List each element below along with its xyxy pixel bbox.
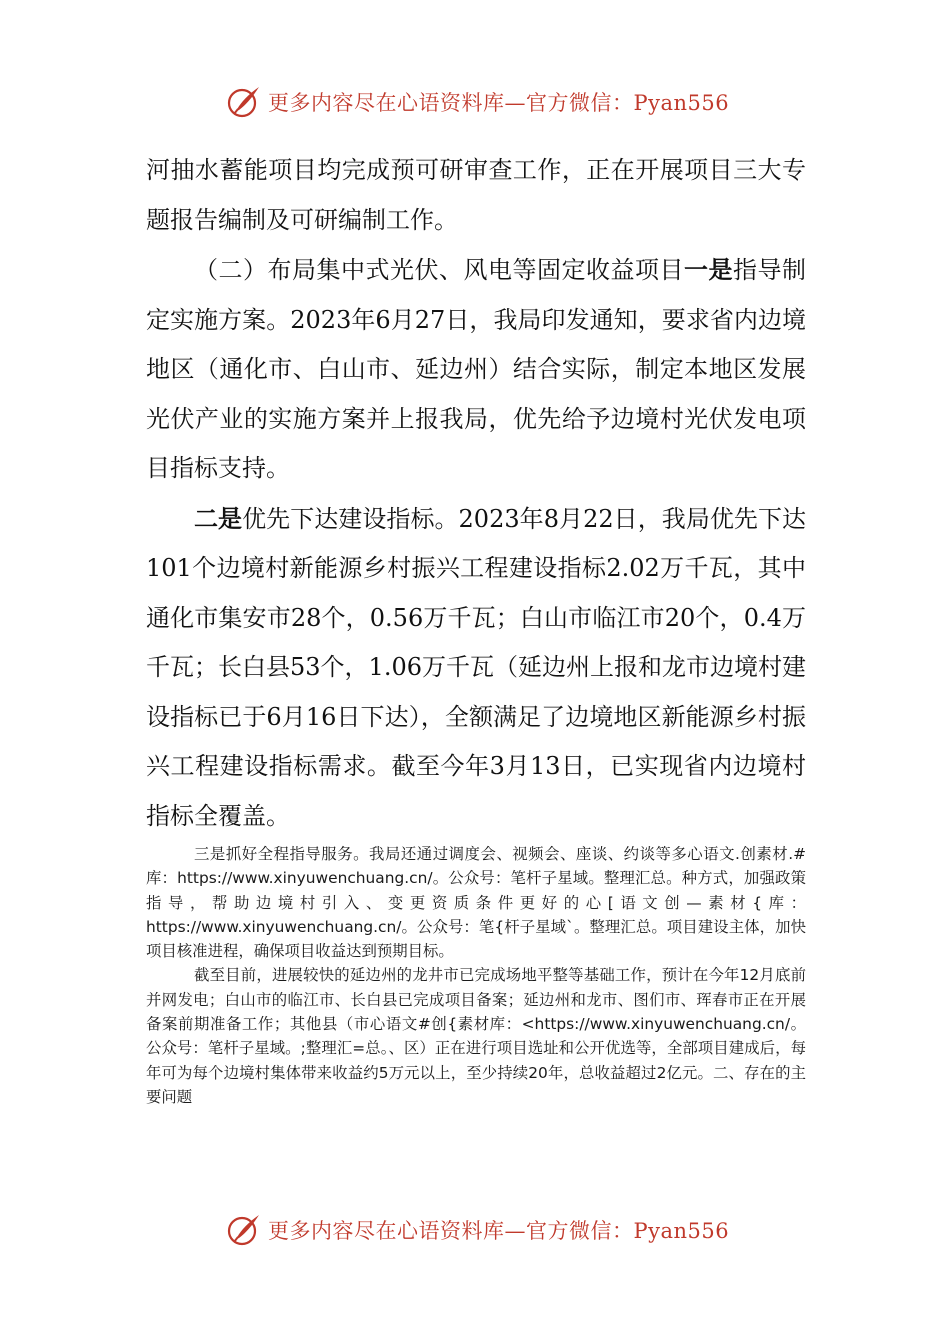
small-body	[146, 842, 806, 1109]
paragraph-continuation: 河抽水蓄能项目均完成预可研审查工作，正在开展项目三大专题报告编制及可研编制工作。	[146, 156, 806, 234]
main-body	[146, 146, 806, 841]
paragraph-section-two	[146, 245, 806, 494]
paragraph-second-point	[146, 494, 806, 842]
section-heading: （二）布局集中式光伏、风电等固定收益项目	[194, 256, 684, 284]
bold-marker-second: 二是	[194, 503, 243, 533]
paragraph-text: 优先下达建设指标。2023年8月22日，我局优先下达101个边境村新能源乡村振兴工程建设指标2.02万千瓦，其中通化市集安市28个，0.56万千瓦；白山市临江市20个，0.4万千瓦；长白县53个，1.06万千瓦（延边州上报和龙市边境村建设指标已于6月16日下达），全额满足了边境地区新能源乡村振兴工程建设指标需求。截至今年3月13日，已实现省内边境村指标全覆盖。	[146, 504, 807, 830]
small-paragraph-progress: 截至目前，进展较快的延边州的龙井市已完成场地平整等基础工作，预计在今年12月底前并网发电；白山市的临江市、长白县已完成项目备案；延边州和龙市、图们市、珲春市正在开展备案前期准备工作；其他县（市心语文#创{素材库：<https://www.xinyuwenchuang.cn/。公众号：笔杆子星域。;整理汇=总。、区）正在进行项目选址和公开优选等，全部项目建成后，每年可为每个边境村集体带来收益约5万元以上，至少持续20年，总收益超过2亿元。二、存在的主要问题	[146, 966, 806, 1106]
footer-banner	[226, 1210, 746, 1250]
bold-marker-first: 一是	[684, 255, 733, 284]
quill-pen-in-circle-icon	[226, 84, 262, 120]
header-banner	[226, 82, 746, 122]
small-paragraph-third-point: 三是抓好全程指导服务。我局还通过调度会、视频会、座谈、约谈等多心语文.创素材.#库：https://www.xinyuwenchuang.cn/。公众号：笔杆子星域。整理汇总。种方式，加强政策指导，帮助边境村引入、变更资质条件更好的心[语文创—素材{库：https://www.xinyuwenchuang.cn/。公众号：笔{杆子星域`。整理汇总。项目建设主体，加快项目核准进程，确保项目收益达到预期目标。	[146, 845, 806, 961]
paragraph-text: 指导制定实施方案。2023年6月27日，我局印发通知，要求省内边境地区（通化市、白山市、延边州）结合实际，制定本地区发展光伏产业的实施方案并上报我局，优先给予边境村光伏发电项目指标支持。	[146, 256, 806, 482]
quill-pen-in-circle-icon	[226, 1212, 262, 1248]
footer-banner-text: 更多内容尽在心语资料库—官方微信：Pyan556	[268, 1219, 730, 1243]
header-banner-text: 更多内容尽在心语资料库—官方微信：Pyan556	[268, 91, 730, 115]
